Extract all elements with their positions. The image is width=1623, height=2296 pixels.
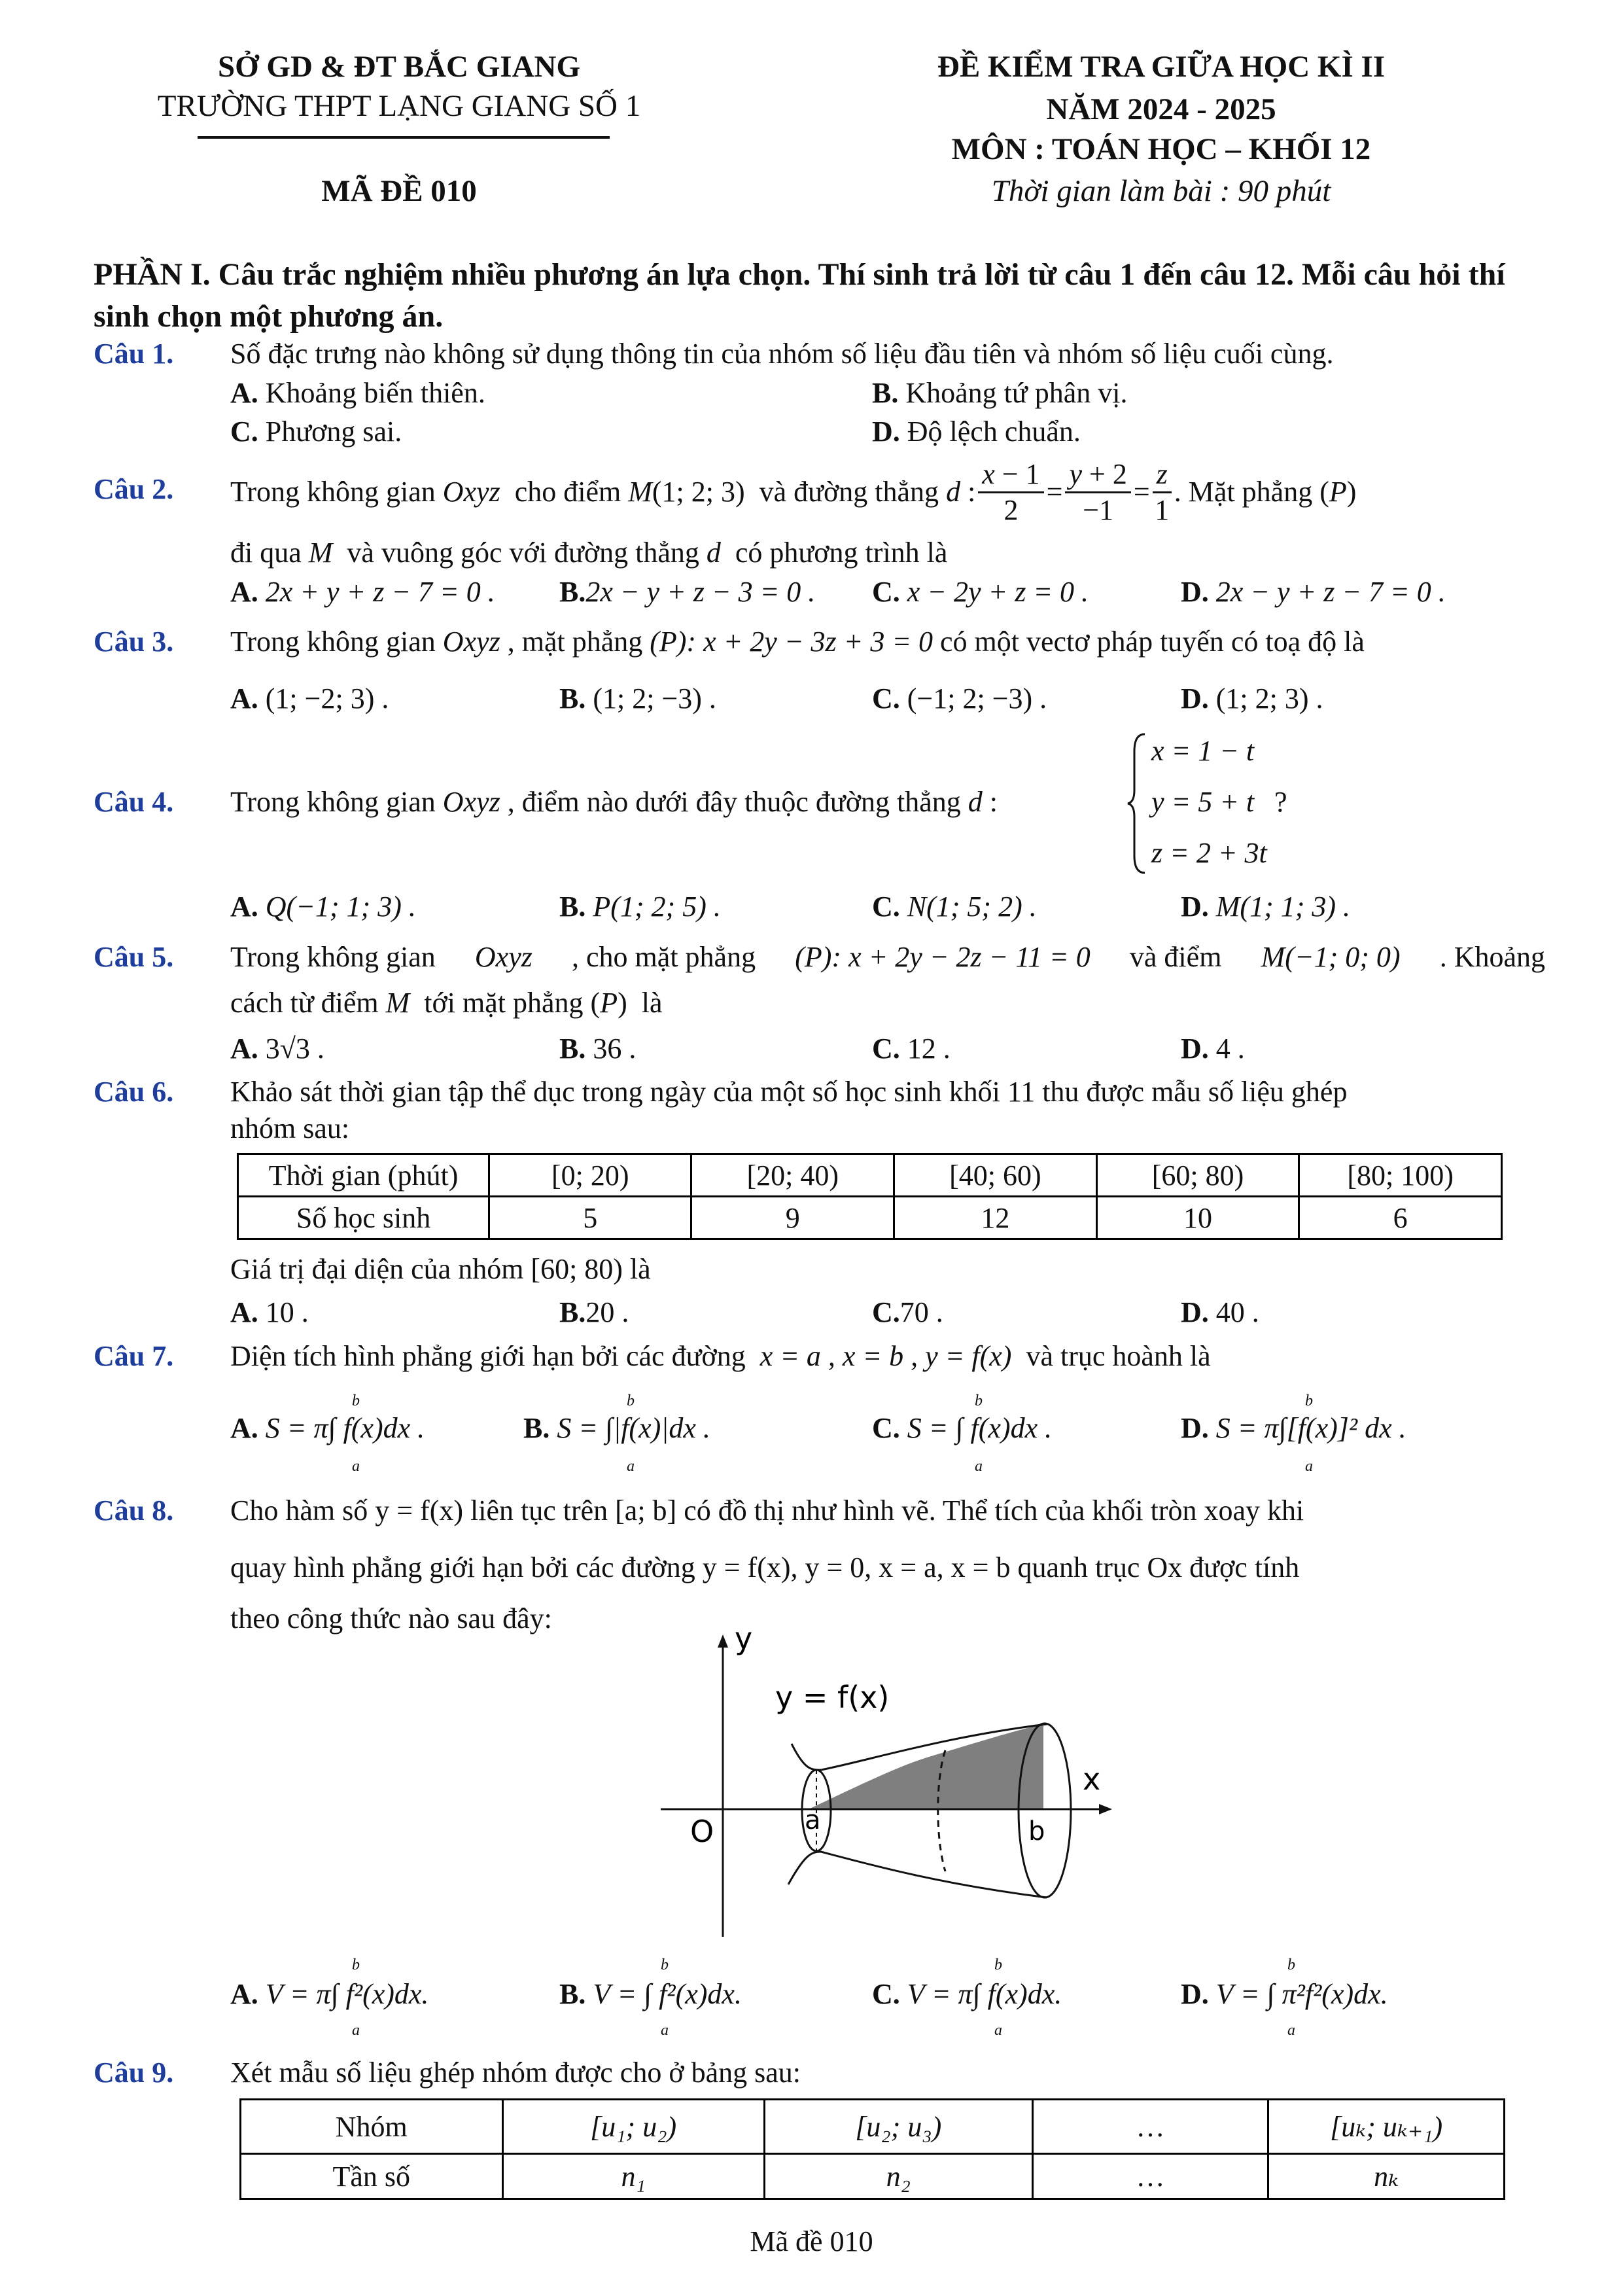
table-cell: [u₂; u₃) <box>764 2100 1032 2154</box>
q6-option-b[interactable]: B.20 . <box>559 1296 629 1328</box>
question-8-text-line2: quay hình phẳng giới hạn bởi các đường y = f(x), y = 0, x = a, x = b quanh trục Ox được tính <box>230 1551 1300 1583</box>
table-cell: Số học sinh <box>238 1197 489 1239</box>
table-cell: … <box>1032 2100 1268 2154</box>
question-2-label: Câu 2. <box>94 473 174 505</box>
curve-bottom <box>788 1852 1047 1898</box>
question-7-label: Câu 7. <box>94 1340 174 1372</box>
question-1-text: Số đặc trưng nào không sử dụng thông tin của nhóm số liệu đầu tiên và nhóm số liệu cuối cùng. <box>230 338 1334 370</box>
table-cell: n₂ <box>764 2154 1032 2199</box>
question-5-text-line2: cách từ điểm M tới mặt phẳng (P) là <box>230 987 663 1019</box>
question-4-label: Câu 4. <box>94 786 174 818</box>
label-y: y <box>735 1629 753 1656</box>
table-cell: Thời gian (phút) <box>238 1154 489 1197</box>
q5-option-d[interactable]: D. 4 . <box>1181 1033 1245 1065</box>
q4-option-b[interactable]: B. P(1; 2; 5) . <box>559 891 721 923</box>
school-department: SỞ GD & ĐT BẮC GIANG <box>217 50 581 84</box>
q6-option-c[interactable]: C.70 . <box>872 1296 943 1328</box>
question-2-text: Trong không gian Oxyz cho điểm M (1; 2; 3) và đường thẳng d : $\frac{x - 1}{2}$ = $\frac{y + 2}{-1}$ = $\frac{z}{1}$ . Mặt phẳng ( P ) <box>230 457 1357 526</box>
question-8-text: Cho hàm số y = f(x) liên tục trên [a; b] có đồ thị như hình vẽ. Thể tích của khối tròn xoay khi <box>230 1494 1304 1527</box>
question-3-text: Trong không gian Oxyz , mặt phẳng (P): x + 2y − 3z + 3 = 0 có một vectơ pháp tuyến có toạ độ là <box>230 626 1365 658</box>
question-9-text: Xét mẫu số liệu ghép nhóm được cho ở bảng sau: <box>230 2057 801 2089</box>
label-x: x <box>1083 1761 1101 1797</box>
y-axis-arrow-icon <box>718 1634 728 1648</box>
q8-option-a[interactable]: A. V = π∫ f²(x)dx. <box>230 1978 429 2010</box>
lower-limit: a <box>1305 1458 1313 1475</box>
table-cell: 5 <box>489 1197 691 1239</box>
right-ellipse <box>1019 1723 1071 1898</box>
q5-option-a[interactable]: A. 3√3 . <box>230 1033 324 1065</box>
system-brace <box>1125 732 1151 875</box>
question-6-label: Câu 6. <box>94 1076 174 1108</box>
system-eq-3: z = 2 + 3t <box>1151 837 1267 869</box>
table-cell: [80; 100) <box>1299 1154 1502 1197</box>
label-b: b <box>1028 1816 1045 1846</box>
table-cell: 9 <box>691 1197 894 1239</box>
system-eq-2: y = 5 + t <box>1151 786 1255 818</box>
q4-option-a[interactable]: A. Q(−1; 1; 3) . <box>230 891 416 923</box>
question-7-text: Diện tích hình phẳng giới hạn bởi các đường x = a , x = b , y = f(x) và trục hoành là <box>230 1340 1211 1372</box>
q6-option-d[interactable]: D. 40 . <box>1181 1296 1259 1328</box>
question-mark: ? <box>1274 786 1287 818</box>
question-6-ask: Giá trị đại diện của nhóm [60; 80) là <box>230 1253 651 1285</box>
q7-option-a[interactable]: A. S = π∫ f(x)dx . <box>230 1412 425 1444</box>
x-axis-arrow-icon <box>1099 1804 1112 1814</box>
q5-option-b[interactable]: B. 36 . <box>559 1033 637 1065</box>
table-row <box>238 1197 1502 1239</box>
shaded-region <box>809 1724 1043 1809</box>
table-cell: nₖ <box>1268 2154 1505 2199</box>
lower-limit: a <box>1287 2022 1295 2039</box>
subject: MÔN : TOÁN HỌC – KHỐI 12 <box>951 132 1371 166</box>
question-4-text: Trong không gian Oxyz , điểm nào dưới đây thuộc đường thẳng d : <box>230 786 998 818</box>
q3-option-b[interactable]: B. (1; 2; −3) . <box>559 682 716 715</box>
table-cell: [0; 20) <box>489 1154 691 1197</box>
solid-of-revolution-figure <box>648 1629 1119 1950</box>
lower-limit: a <box>975 1458 983 1475</box>
q3-option-a[interactable]: A. (1; −2; 3) . <box>230 682 389 715</box>
table-row <box>241 2154 1505 2199</box>
upper-limit: b <box>1287 1956 1295 1973</box>
lower-limit: a <box>352 1458 360 1475</box>
q1-option-b[interactable]: B. Khoảng tứ phân vị. <box>872 377 1128 409</box>
q4-option-d[interactable]: D. M(1; 1; 3) . <box>1181 891 1351 923</box>
q9-data-table <box>239 2098 1505 2200</box>
school-name: TRƯỜNG THPT LẠNG GIANG SỐ 1 <box>157 89 641 123</box>
question-8-label: Câu 8. <box>94 1494 174 1527</box>
table-cell: [60; 80) <box>1096 1154 1299 1197</box>
q2-option-d[interactable]: D. 2x − y + z − 7 = 0 . <box>1181 576 1446 608</box>
lower-limit: a <box>627 1458 635 1475</box>
table-cell: Nhóm <box>241 2100 503 2154</box>
system-eq-1: x = 1 − t <box>1151 735 1255 767</box>
q2-option-b[interactable]: B.2x − y + z − 3 = 0 . <box>559 576 816 608</box>
q8-option-c[interactable]: C. V = π∫ f(x)dx. <box>872 1978 1062 2010</box>
label-f: y = f(x) <box>775 1680 890 1715</box>
part-1-heading: PHẦN I. Câu trắc nghiệm nhiều phương án lựa chọn. Thí sinh trả lời từ câu 1 đến câu 12. Mỗi câu hỏi thí sinh chọn một phương án. <box>94 257 1505 334</box>
table-cell: [uₖ; uₖ₊₁) <box>1268 2100 1505 2154</box>
q4-option-c[interactable]: C. N(1; 5; 2) . <box>872 891 1037 923</box>
table-cell: Tần số <box>241 2154 503 2199</box>
q5-option-c[interactable]: C. 12 . <box>872 1033 951 1065</box>
question-5-label: Câu 5. <box>94 941 174 973</box>
table-cell: 6 <box>1299 1197 1502 1239</box>
upper-limit: b <box>352 1392 360 1409</box>
upper-limit: b <box>1305 1392 1313 1409</box>
exam-duration: Thời gian làm bài : 90 phút <box>991 174 1331 208</box>
question-6-text: Khảo sát thời gian tập thể dục trong ngày của một số học sinh khối 11 thu được mẫu số liệu ghép <box>230 1076 1348 1108</box>
q3-option-c[interactable]: C. (−1; 2; −3) . <box>872 682 1047 715</box>
upper-limit: b <box>975 1392 983 1409</box>
q1-option-a[interactable]: A. Khoảng biến thiên. <box>230 377 485 409</box>
question-6-text-line2: nhóm sau: <box>230 1112 350 1144</box>
exam-title: ĐỀ KIỂM TRA GIỮA HỌC KÌ II <box>937 50 1386 84</box>
q2-option-a[interactable]: A. 2x + y + z − 7 = 0 . <box>230 576 495 608</box>
upper-limit: b <box>352 1956 360 1973</box>
question-3-label: Câu 3. <box>94 626 174 658</box>
question-2-text-line2: đi qua M và vuông góc với đường thẳng d có phương trình là <box>230 537 948 569</box>
upper-limit: b <box>627 1392 635 1409</box>
q1-option-d[interactable]: D. Độ lệch chuẩn. <box>872 415 1081 448</box>
q8-option-b[interactable]: B. V = ∫ f²(x)dx. <box>559 1978 742 2010</box>
q6-data-table <box>237 1153 1503 1240</box>
q2-option-c[interactable]: C. x − 2y + z = 0 . <box>872 576 1089 608</box>
table-cell: [20; 40) <box>691 1154 894 1197</box>
q8-option-d[interactable]: D. V = ∫ π²f²(x)dx. <box>1181 1978 1388 2010</box>
lower-limit: a <box>994 2022 1002 2039</box>
table-cell: [u₁; u₂) <box>502 2100 764 2154</box>
table-row <box>241 2100 1505 2154</box>
page-footer: Mã đề 010 <box>750 2225 873 2257</box>
question-9-label: Câu 9. <box>94 2057 174 2089</box>
question-5-text: Trong không gian Oxyz , cho mặt phẳng (P): x + 2y − 2z − 11 = 0 và điểm M(−1; 0; 0) . Khoảng <box>230 941 1545 973</box>
school-year: NĂM 2024 - 2025 <box>1046 92 1276 126</box>
q3-option-d[interactable]: D. (1; 2; 3) . <box>1181 682 1323 715</box>
table-cell: 10 <box>1096 1197 1299 1239</box>
q6-option-a[interactable]: A. 10 . <box>230 1296 309 1328</box>
question-8-text-line3: theo công thức nào sau đây: <box>230 1602 552 1634</box>
table-cell: [40; 60) <box>894 1154 1097 1197</box>
exam-code: MÃ ĐỀ 010 <box>321 174 477 208</box>
upper-limit: b <box>661 1956 669 1973</box>
table-row <box>238 1154 1502 1197</box>
lower-limit: a <box>352 2022 360 2039</box>
label-origin: O <box>690 1814 714 1849</box>
upper-limit: b <box>994 1956 1002 1973</box>
label-a: a <box>805 1805 821 1835</box>
lower-limit: a <box>661 2022 669 2039</box>
table-cell: n₁ <box>502 2154 764 2199</box>
table-cell: 12 <box>894 1197 1097 1239</box>
q7-option-b[interactable]: B. S = ∫|f(x)|dx . <box>523 1412 710 1444</box>
table-cell: … <box>1032 2154 1268 2199</box>
question-1-label: Câu 1. <box>94 338 174 370</box>
header-divider <box>198 136 610 139</box>
q7-option-d[interactable]: D. S = π∫[f(x)]² dx . <box>1181 1412 1406 1444</box>
q7-option-c[interactable]: C. S = ∫ f(x)dx . <box>872 1412 1053 1444</box>
q1-option-c[interactable]: C. Phương sai. <box>230 415 402 448</box>
